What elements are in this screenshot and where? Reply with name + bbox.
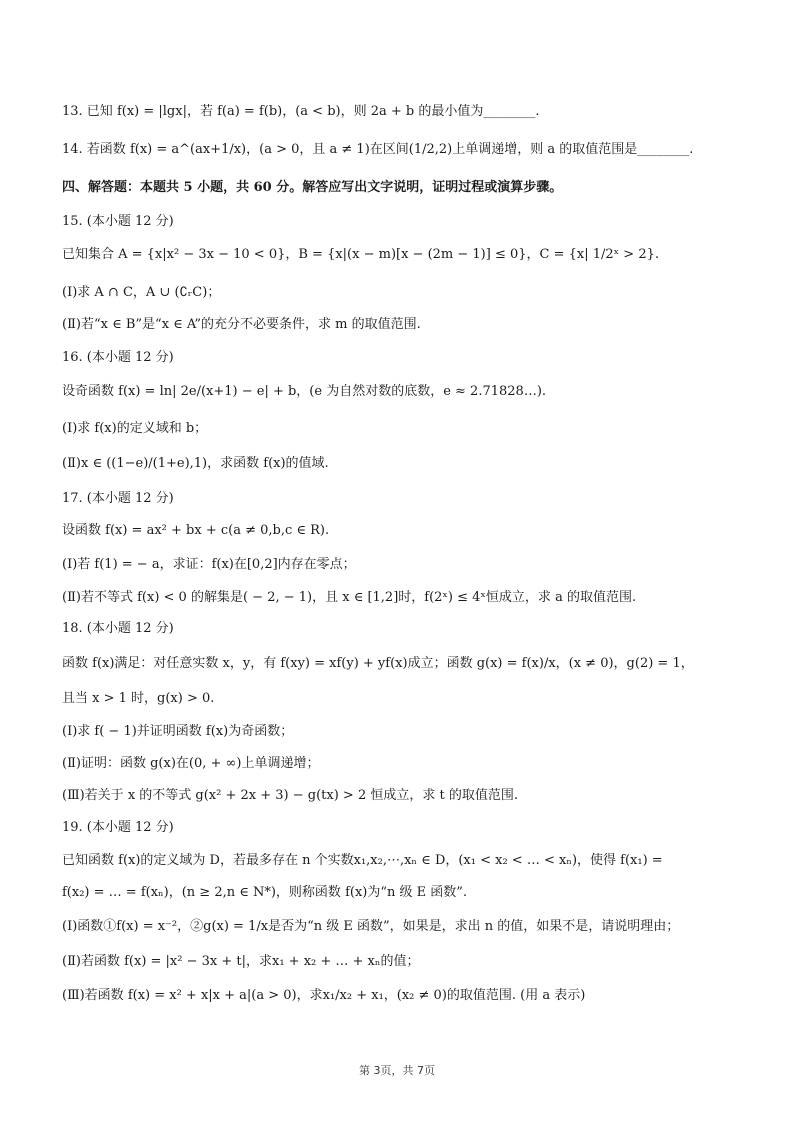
text-line: (Ⅰ)求 A ∩ C，A ∪ (∁ᵣC)；: [62, 285, 221, 300]
text-line: 设函数 f(x) = ax² + bx + c(a ≠ 0,b,c ∈ R).: [62, 523, 330, 538]
text-line: 17. (本小题 12 分): [62, 491, 174, 506]
text-line: (Ⅰ)求 f( − 1)并证明函数 f(x)为奇函数；: [62, 724, 294, 739]
text-line: 函数 f(x)满足：对任意实数 x，y，有 f(xy) = xf(y) + yf(x)成立；函数 g(x) = f(x)/x，(x ≠ 0)，g(2) = 1，: [62, 656, 694, 671]
text-line: (Ⅱ)证明：函数 g(x)在(0, + ∞)上单调递增；: [62, 756, 320, 771]
text-line: (Ⅱ)若函数 f(x) = |x² − 3x + t|，求x₁ + x₂ + … + xₙ的值；: [62, 954, 420, 969]
text-line: 18. (本小题 12 分): [62, 621, 174, 636]
text-line: 已知集合 A = {x|x² − 3x − 10 < 0}，B = {x|(x − m)[x − (2m − 1)] ≤ 0}，C = {x| 1/2ˣ > 2}.: [62, 247, 659, 262]
text-line: (Ⅲ)若函数 f(x) = x² + x|x + a|(a > 0)，求x₁/x₂ + x₁，(x₂ ≠ 0)的取值范围. (用 a 表示): [62, 988, 586, 1003]
text-line: (Ⅰ)函数①f(x) = x⁻²，②g(x) = 1/x是否为“n 级 E 函数”，如果是，求出 n 的值，如果不是，请说明理由；: [62, 919, 680, 934]
text-line: f(x₂) = … = f(xₙ)，(n ≥ 2,n ∈ N*)，则称函数 f(x)为“n 级 E 函数”.: [62, 885, 468, 900]
text-line: (Ⅱ)x ∈ ((1−e)/(1+e),1)，求函数 f(x)的值域.: [62, 456, 329, 471]
text-line: (Ⅲ)若关于 x 的不等式 g(x² + 2x + 3) − g(tx) > 2 恒成立，求 t 的取值范围.: [62, 788, 518, 803]
text-line: 13. 已知 f(x) = |lgx|，若 f(a) = f(b)，(a < b)，则 2a + b 的最小值为________.: [62, 104, 540, 119]
text-line: 16. (本小题 12 分): [62, 350, 174, 365]
text-line: 设奇函数 f(x) = ln| 2e/(x+1) − e| + b，(e 为自然对数的底数，e ≈ 2.71828…).: [62, 384, 547, 399]
text-line: (Ⅰ)求 f(x)的定义域和 b；: [62, 421, 208, 436]
text-line: (Ⅱ)若不等式 f(x) < 0 的解集是( − 2, − 1)，且 x ∈ [1,2]时，f(2ˣ) ≤ 4ˣ恒成立，求 a 的取值范围.: [62, 590, 637, 605]
text-line: 15. (本小题 12 分): [62, 214, 174, 229]
text-line: (Ⅱ)若“x ∈ B”是“x ∈ A”的充分不必要条件，求 m 的取值范围.: [62, 317, 421, 332]
page-footer: 第 3页，共 7页: [359, 1064, 435, 1077]
text-line: 四、解答题：本题共 5 小题，共 60 分。解答应写出文字说明，证明过程或演算步骤。: [62, 180, 563, 195]
text-line: (Ⅰ)若 f(1) = − a，求证：f(x)在[0,2]内存在零点；: [62, 557, 356, 572]
text-line: 且当 x > 1 时，g(x) > 0.: [62, 691, 215, 706]
text-line: 已知函数 f(x)的定义域为 D，若最多存在 n 个实数x₁,x₂,⋯,xₙ ∈ D，(x₁ < x₂ < … < xₙ)，使得 f(x₁) =: [62, 853, 663, 868]
text-line: 14. 若函数 f(x) = a^(ax+1/x)，(a > 0，且 a ≠ 1)在区间(1/2,2)上单调递增，则 a 的取值范围是________.: [62, 142, 694, 157]
text-line: 19. (本小题 12 分): [62, 820, 174, 835]
